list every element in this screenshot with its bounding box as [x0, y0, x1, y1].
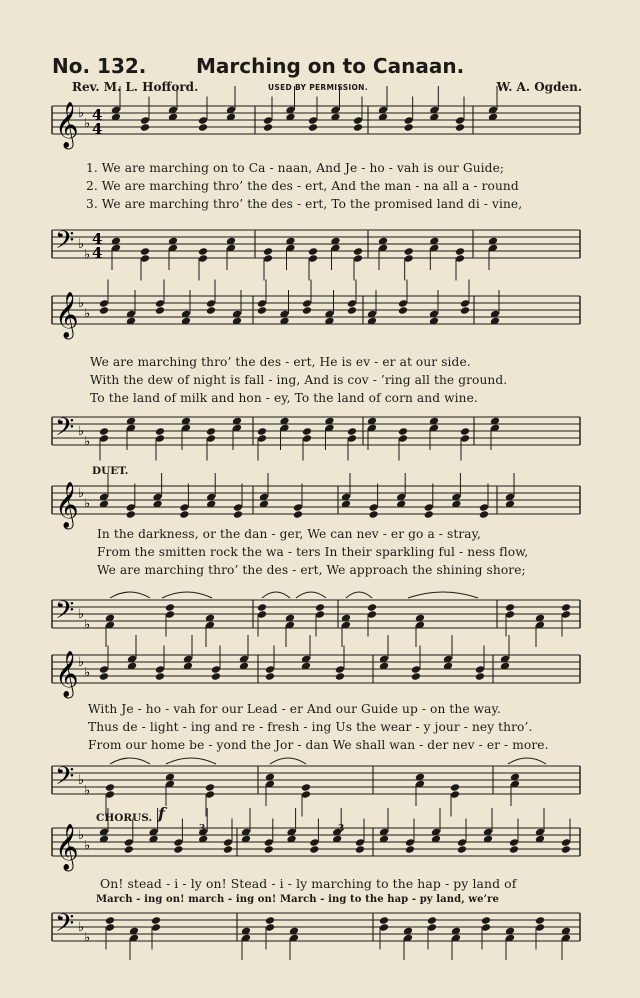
flat-icon: ♭: [84, 116, 91, 132]
flat-icon: ♭: [84, 783, 91, 799]
note-head: [302, 427, 312, 436]
note-head: [264, 845, 274, 854]
chorus-lyric-lower: March - ing on! march - ing on! March - ing to the hap - py land, we’re: [96, 894, 499, 905]
composer-credit: W. A. Ogden.: [496, 80, 582, 94]
note-head: [405, 845, 415, 854]
note-head: [124, 845, 134, 854]
lyric-line: We are marching thro’ the des - ert, He is ev - er at our side.: [90, 355, 471, 369]
note-head: [205, 783, 215, 792]
note-head: [155, 427, 165, 436]
flat-icon: ♭: [84, 496, 91, 512]
note-head: [233, 510, 243, 519]
note-head: [481, 916, 491, 925]
flat-icon: ♭: [84, 665, 91, 681]
note-head: [455, 123, 465, 132]
bass-clef-icon: 𝄢: [55, 226, 75, 261]
time-signature: 4: [92, 244, 103, 262]
note-head: [309, 845, 319, 854]
note-head: [561, 845, 571, 854]
note-head: [368, 510, 378, 519]
note-head: [155, 672, 165, 681]
flat-icon: ♭: [84, 617, 91, 633]
flat-icon: ♭: [78, 424, 85, 439]
bass-clef-icon: 𝄢: [55, 762, 75, 797]
flat-icon: ♭: [78, 828, 85, 843]
note-head: [353, 123, 363, 132]
note-head: [263, 247, 273, 256]
flat-icon: ♭: [78, 773, 85, 788]
lyricist-credit: Rev. M. L. Hofford.: [72, 80, 199, 94]
note-head: [455, 247, 465, 256]
flat-icon: ♭: [84, 930, 91, 946]
treble-clef-icon: 𝄞: [55, 651, 79, 697]
flat-icon: ♭: [84, 838, 91, 854]
lyric-line: With the dew of night is fall - ing, And is cov - ’ring all the ground.: [90, 373, 508, 387]
note-head: [105, 783, 115, 792]
note-head: [347, 306, 357, 315]
flat-icon: ♭: [78, 920, 85, 935]
note-head: [265, 916, 275, 925]
triplet-mark: 3: [338, 824, 345, 834]
treble-clef-icon: 𝄞: [55, 292, 79, 338]
treble-clef-icon: 𝄞: [55, 824, 79, 870]
note-head: [398, 306, 408, 315]
flat-icon: ♭: [78, 296, 85, 311]
lyric-line: To the land of milk and hon - ey, To the land of corn and wine.: [90, 391, 478, 405]
note-head: [479, 510, 489, 519]
note-head: [126, 510, 136, 519]
treble-clef-icon: 𝄞: [55, 102, 79, 148]
bass-clef-icon: 𝄢: [55, 909, 75, 944]
note-head: [379, 916, 389, 925]
note-head: [509, 845, 519, 854]
flat-icon: ♭: [78, 655, 85, 670]
note-head: [347, 427, 357, 436]
note-head: [315, 603, 325, 612]
note-head: [155, 306, 165, 315]
note-head: [173, 845, 183, 854]
note-head: [301, 783, 311, 792]
lyric-line: From the smitten rock the wa - ters In their sparkling ful - ness flow,: [97, 545, 529, 559]
slur: [162, 592, 212, 598]
note-head: [198, 247, 208, 256]
note-head: [198, 123, 208, 132]
note-head: [165, 603, 175, 612]
note-head: [293, 510, 303, 519]
hymn-number: No. 132.: [52, 54, 147, 78]
triplet-mark: 3: [199, 824, 206, 834]
note-head: [404, 247, 414, 256]
flat-icon: ♭: [78, 106, 85, 121]
note-head: [505, 603, 515, 612]
time-signature: 4: [92, 230, 103, 248]
note-head: [99, 427, 109, 436]
note-head: [140, 123, 150, 132]
note-head: [404, 123, 414, 132]
note-head: [427, 916, 437, 925]
note-head: [151, 916, 161, 925]
note-head: [206, 427, 216, 436]
flat-icon: ♭: [84, 434, 91, 450]
chorus-label: CHORUS.: [96, 812, 153, 824]
treble-clef-icon: 𝄞: [55, 482, 79, 528]
slur: [110, 758, 150, 764]
note-head: [398, 427, 408, 436]
note-head: [99, 306, 109, 315]
note-head: [302, 306, 312, 315]
note-head: [355, 845, 365, 854]
note-head: [308, 123, 318, 132]
time-signature: 4: [92, 106, 103, 124]
lyric-line: 3. We are marching thro’ the des - ert, To the promised land di - vine,: [86, 197, 523, 211]
note-head: [460, 427, 470, 436]
note-head: [263, 123, 273, 132]
flat-icon: ♭: [78, 486, 85, 501]
note-head: [411, 672, 421, 681]
lyric-line: We are marching thro’ the des - ert, We approach the shining shore;: [97, 563, 526, 577]
note-head: [206, 306, 216, 315]
note-head: [257, 603, 267, 612]
note-head: [475, 672, 485, 681]
note-head: [367, 603, 377, 612]
slur: [408, 592, 478, 598]
lyric-line: 1. We are marching on to Ca - naan, And Je - ho - vah is our Guide;: [86, 161, 505, 175]
slur: [110, 592, 150, 598]
forte-dynamic: f: [158, 804, 165, 823]
slur: [508, 758, 546, 764]
note-head: [179, 510, 189, 519]
note-head: [308, 247, 318, 256]
note-head: [257, 427, 267, 436]
note-head: [105, 916, 115, 925]
note-head: [211, 672, 221, 681]
slur: [262, 592, 290, 598]
note-head: [140, 247, 150, 256]
note-head: [257, 306, 267, 315]
note-head: [457, 845, 467, 854]
flat-icon: ♭: [78, 607, 85, 622]
flat-icon: ♭: [84, 306, 91, 322]
slur: [270, 758, 306, 764]
flat-icon: ♭: [78, 237, 85, 252]
hymn-title: Marching on to Canaan.: [196, 54, 465, 78]
note-head: [561, 603, 571, 612]
note-head: [335, 672, 345, 681]
lyric-line: Thus de - light - ing and re - fresh - ing Us the wear - y jour - ney thro’.: [88, 720, 533, 734]
note-head: [265, 672, 275, 681]
flat-icon: ♭: [84, 247, 91, 263]
note-head: [99, 672, 109, 681]
lyric-line: With Je - ho - vah for our Lead - er And our Guide up - on the way.: [88, 702, 501, 716]
bass-clef-icon: 𝄢: [55, 596, 75, 631]
note-head: [460, 306, 470, 315]
time-signature: 4: [92, 120, 103, 138]
slur: [296, 592, 326, 598]
lyric-line: From our home be - yond the Jor - dan We shall wan - der nev - er - more.: [88, 738, 549, 752]
lyric-line: 2. We are marching thro’ the des - ert, And the man - na all a - round: [86, 179, 519, 193]
note-head: [450, 783, 460, 792]
note-head: [535, 916, 545, 925]
note-head: [424, 510, 434, 519]
bass-clef-icon: 𝄢: [55, 413, 75, 448]
note-head: [353, 247, 363, 256]
lyric-line: In the darkness, or the dan - ger, We can nev - er go a - stray,: [97, 527, 481, 541]
duet-label: DUET.: [92, 465, 129, 477]
slur: [346, 592, 372, 598]
slur: [166, 758, 216, 764]
chorus-lyric-upper: On! stead - i - ly on! Stead - i - ly marching to the hap - py land of: [100, 876, 517, 891]
note-head: [223, 845, 233, 854]
permission-note: USED BY PERMISSION.: [268, 83, 368, 92]
